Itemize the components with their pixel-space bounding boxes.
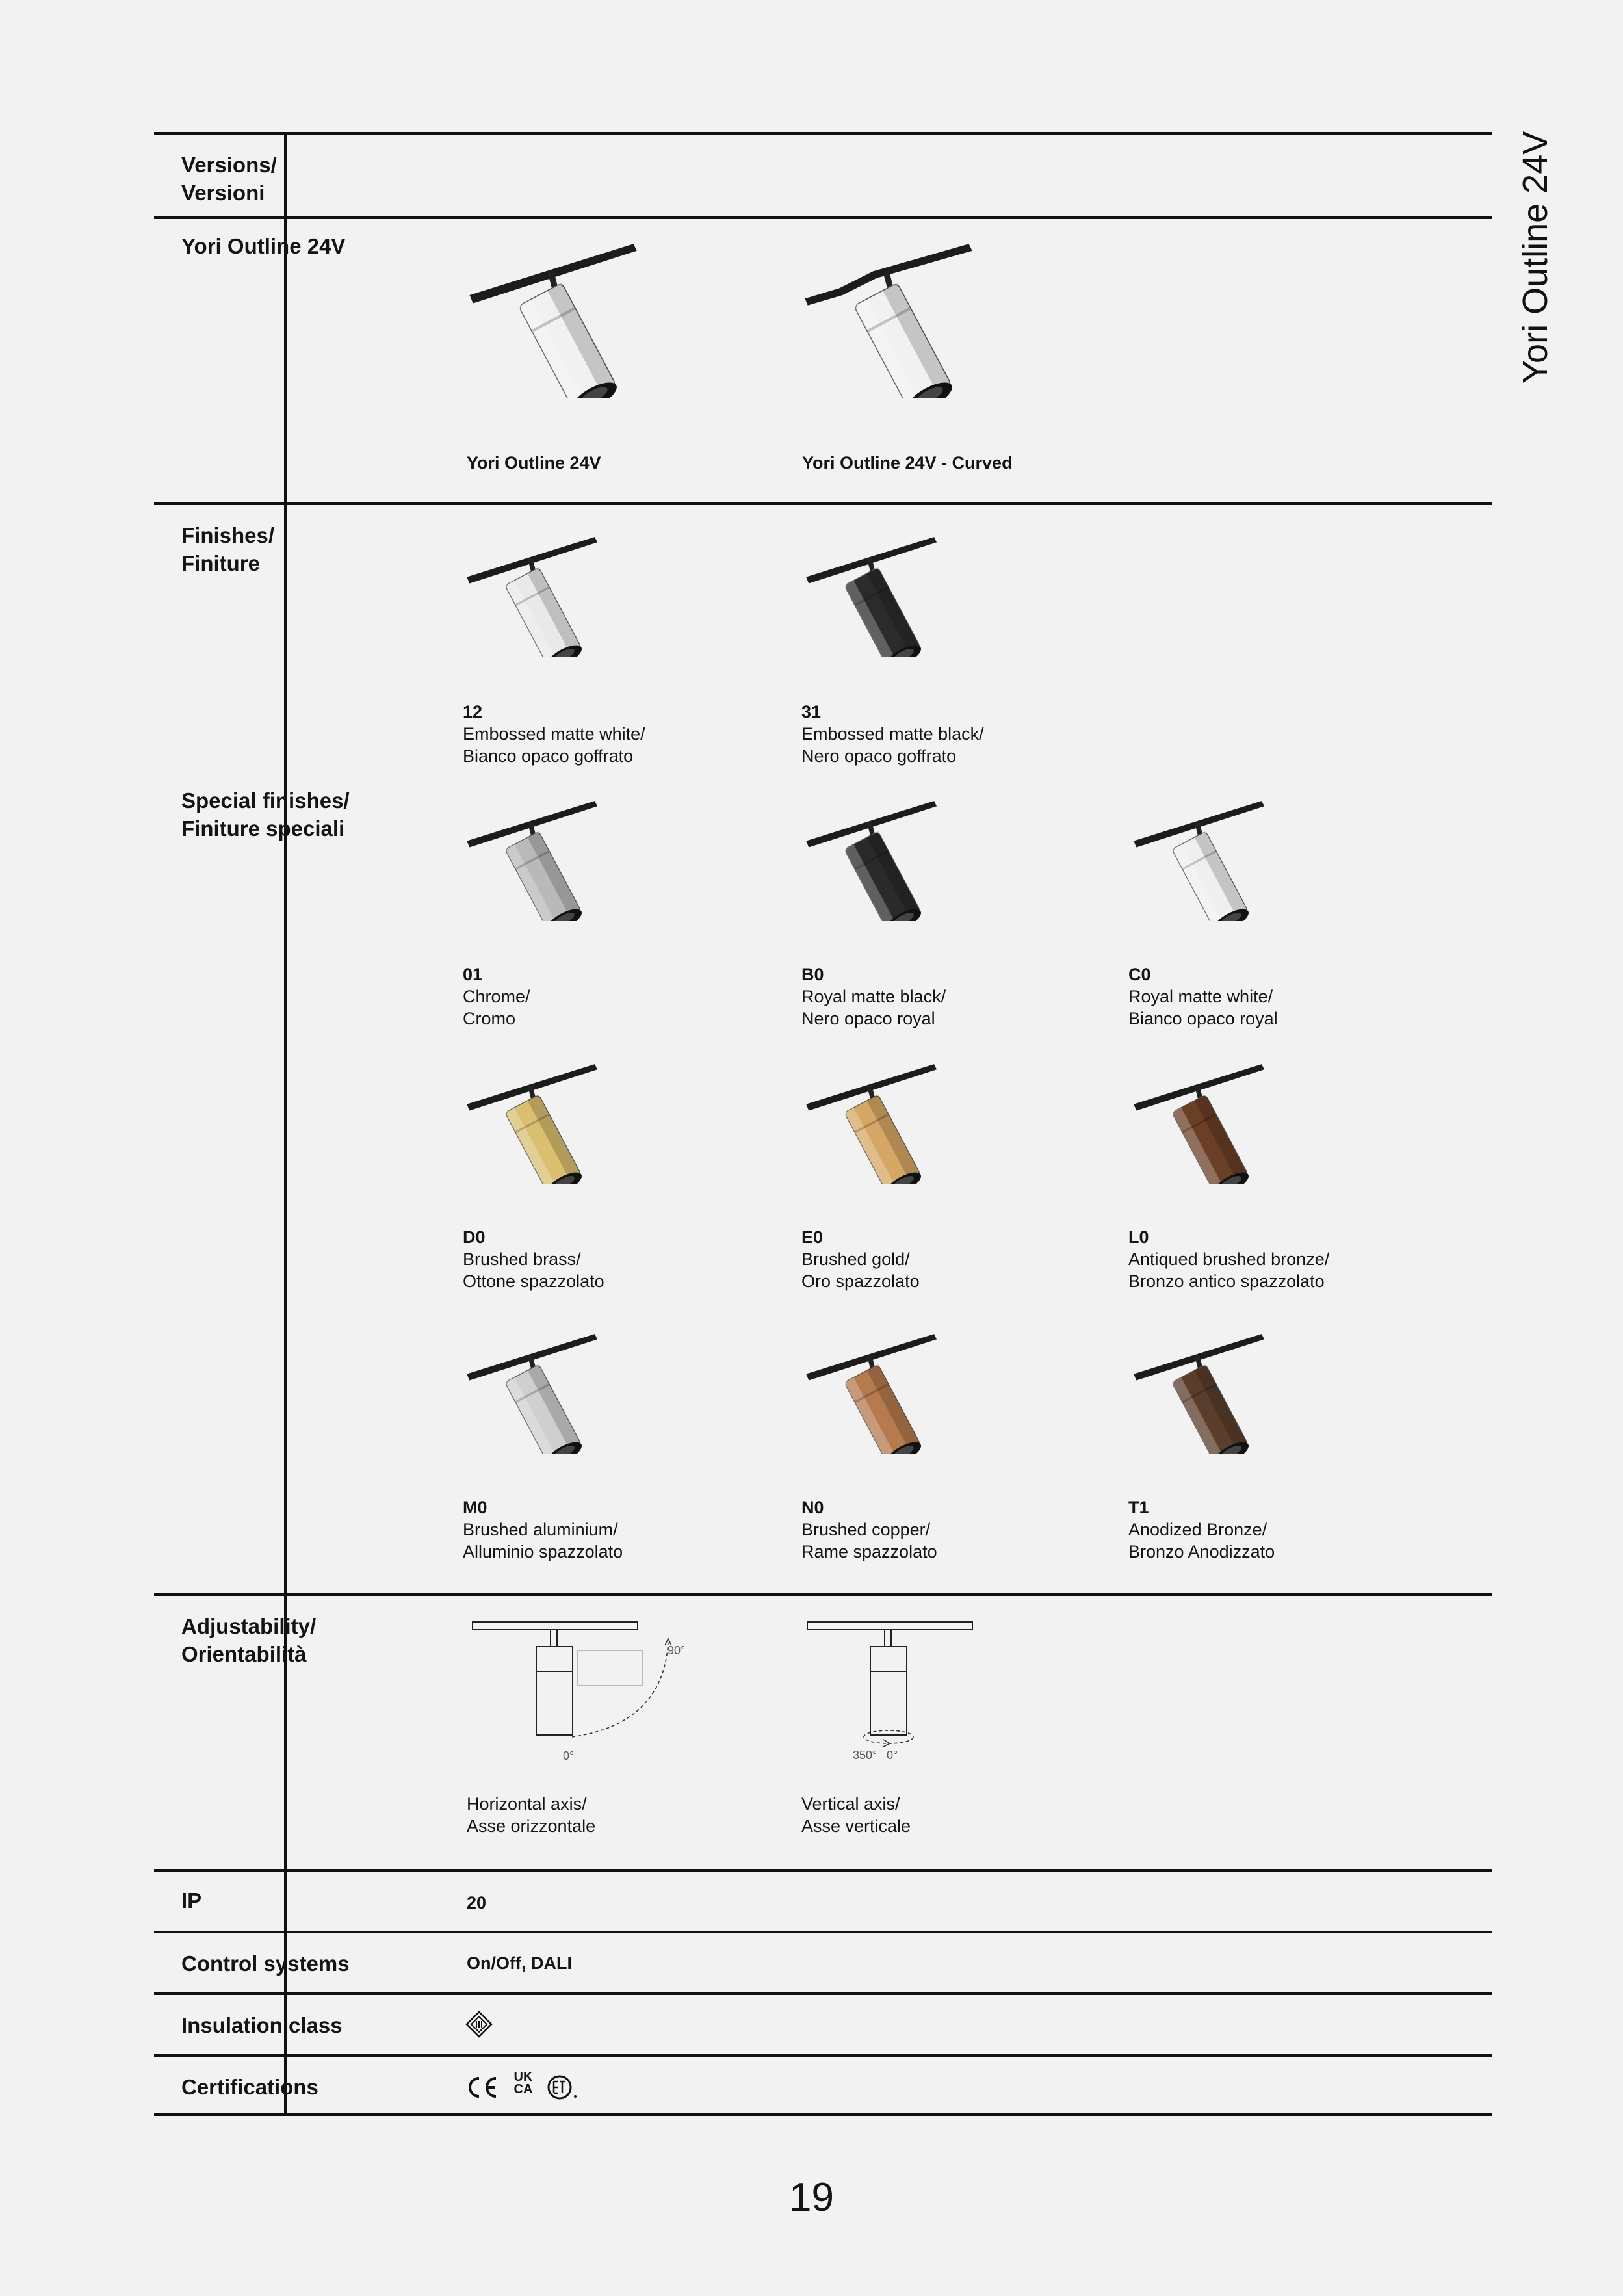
special-finish-image-C0 (1128, 798, 1297, 948)
label-control: Control systems (181, 1951, 350, 1976)
special-finish-caption-C0 (1128, 963, 1278, 1030)
vertical-axis-diagram (803, 1617, 985, 1760)
row-ip (154, 1869, 1492, 1931)
ukca-mark-icon: UK CA (513, 2070, 533, 2096)
finish-code: E0 (801, 1227, 824, 1247)
product-image-curved (798, 241, 967, 390)
special-finish-caption-D0 (463, 1226, 604, 1292)
finish-name: Anodized Bronze/ Bronzo Anodizzato (1128, 1520, 1275, 1561)
row-versions (154, 132, 1492, 216)
finish-code: M0 (463, 1498, 487, 1517)
special-finish-image-L0 (1128, 1062, 1297, 1211)
class-iii-icon (465, 2010, 493, 2039)
finish-image-31 (801, 534, 970, 684)
special-finish-caption-T1 (1128, 1496, 1275, 1563)
finish-name: Royal matte black/ Nero opaco royal (801, 987, 946, 1028)
vertical-angle-end: 0° (887, 1749, 898, 1762)
finish-code: N0 (801, 1498, 824, 1517)
finish-code: 12 (463, 702, 483, 722)
vertical-axis-caption: Vertical axis/ Asse verticale (801, 1794, 911, 1836)
caption-model-straight: Yori Outline 24V (467, 453, 601, 473)
label-ip: IP (181, 1888, 202, 1912)
special-finish-image-N0 (801, 1331, 970, 1481)
label-special-finishes: Special finishes/ Finiture speciali (181, 789, 350, 841)
finish-caption-31 (801, 701, 984, 767)
caption-model-curved: Yori Outline 24V - Curved (802, 453, 1013, 473)
special-finish-image-T1 (1128, 1331, 1297, 1481)
finish-name: Royal matte white/ Bianco opaco royal (1128, 987, 1278, 1028)
finish-name: Brushed gold/ Oro spazzolato (801, 1249, 920, 1291)
finish-name: Brushed aluminium/ Alluminio spazzolato (463, 1520, 623, 1561)
horizontal-axis-diagram (468, 1617, 702, 1760)
row-control (154, 1931, 1492, 1992)
horizontal-axis-caption: Horizontal axis/ Asse orizzontale (467, 1794, 596, 1836)
special-finish-caption-E0 (801, 1226, 920, 1292)
special-finish-image-01 (461, 798, 630, 948)
row-certifications (154, 2054, 1492, 2116)
finish-code: T1 (1128, 1498, 1149, 1517)
horizontal-angle-start: 0° (563, 1749, 575, 1762)
label-certifications: Certifications (181, 2075, 318, 2099)
row-insulation (154, 1992, 1492, 2054)
page-number: 19 (789, 2175, 834, 2220)
special-finish-caption-01 (463, 963, 530, 1030)
side-title: Yori Outline 24V (1516, 131, 1555, 384)
finish-code: 31 (801, 702, 822, 722)
label-insulation: Insulation class (181, 2013, 343, 2037)
special-finish-caption-B0 (801, 963, 946, 1030)
finish-name: Embossed matte black/ Nero opaco goffrato (801, 724, 984, 766)
finish-caption-12 (463, 701, 645, 767)
finish-code: 01 (463, 965, 483, 984)
label-versions: Versions/ Versioni (181, 153, 277, 205)
finish-code: L0 (1128, 1227, 1149, 1247)
finish-name: Chrome/ Cromo (463, 987, 530, 1028)
special-finish-image-B0 (801, 798, 970, 948)
finish-code: C0 (1128, 965, 1151, 984)
vertical-angle-start: 350° (853, 1749, 877, 1762)
ce-mark-icon (465, 2074, 499, 2100)
horizontal-angle-end: 90° (668, 1644, 686, 1657)
product-image-straight (463, 241, 632, 390)
finish-name: Brushed brass/ Ottone spazzolato (463, 1249, 604, 1291)
value-ip: 20 (467, 1893, 487, 1912)
finish-image-12 (461, 534, 630, 684)
label-adjustability: Adjustability/ Orientabilità (181, 1614, 317, 1666)
special-finish-image-D0 (461, 1062, 630, 1211)
finish-name: Embossed matte white/ Bianco opaco goffrato (463, 724, 645, 766)
finish-code: D0 (463, 1227, 486, 1247)
etl-mark-icon (547, 2073, 579, 2102)
special-finish-caption-M0 (463, 1496, 623, 1563)
finish-code: B0 (801, 965, 824, 984)
special-finish-caption-N0 (801, 1496, 937, 1563)
label-model: Yori Outline 24V (181, 234, 346, 258)
label-finishes: Finishes/ Finiture (181, 523, 275, 575)
finish-name: Antiqued brushed bronze/ Bronzo antico spazzolato (1128, 1249, 1330, 1291)
special-finish-image-M0 (461, 1331, 630, 1481)
value-control: On/Off, DALI (467, 1953, 572, 1973)
special-finish-image-E0 (801, 1062, 970, 1211)
finish-name: Brushed copper/ Rame spazzolato (801, 1520, 937, 1561)
special-finish-caption-L0 (1128, 1226, 1329, 1292)
